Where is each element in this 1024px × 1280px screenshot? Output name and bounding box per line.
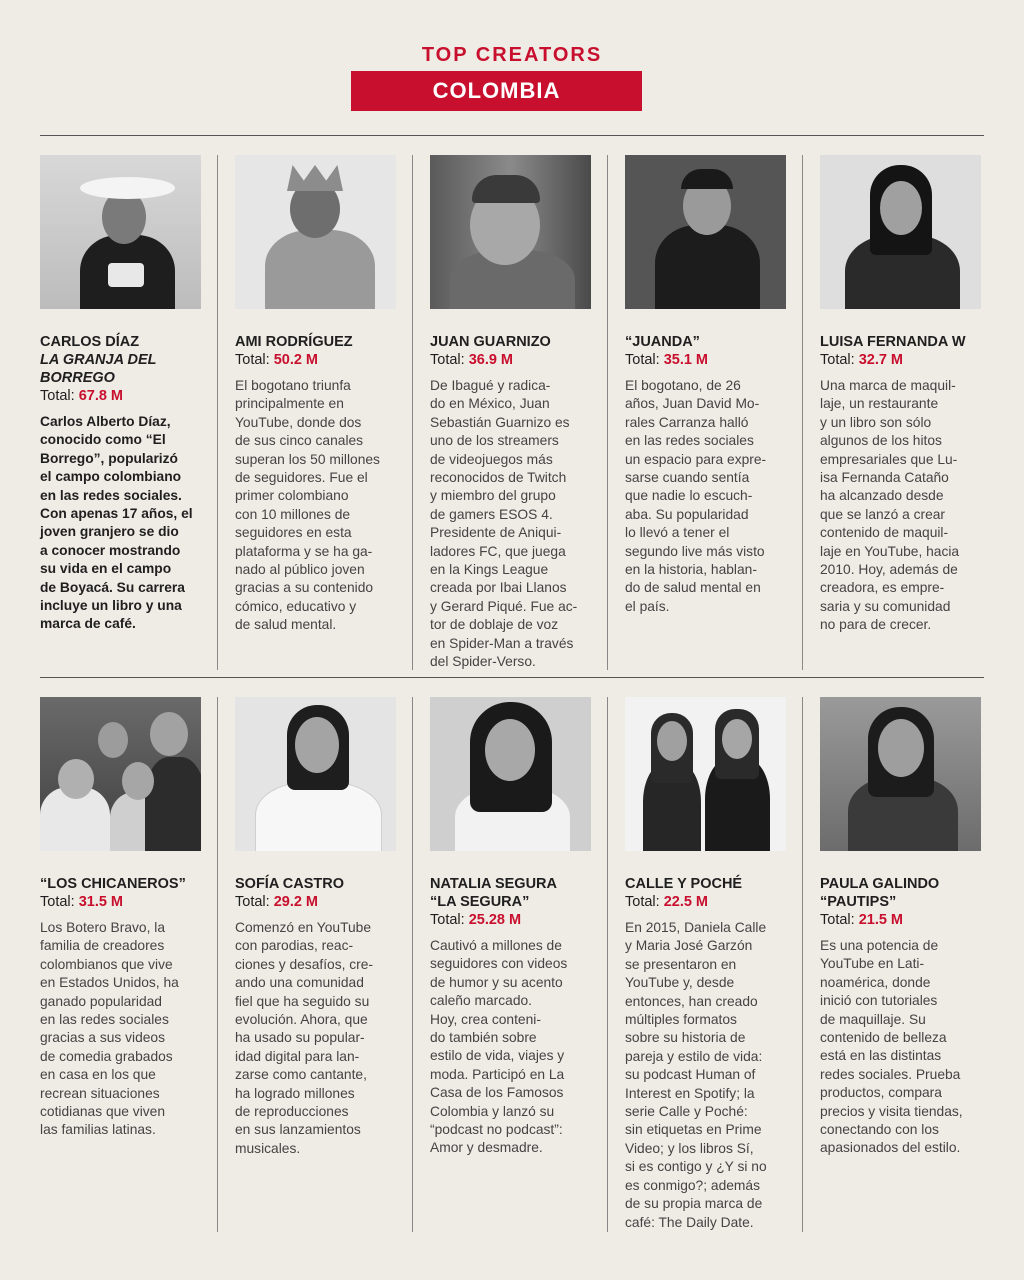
creator-name: LUISA FERNANDA W bbox=[820, 334, 966, 350]
creator-name: CALLE Y POCHÉ bbox=[625, 876, 743, 892]
creator-total: Total: 50.2 M bbox=[235, 352, 319, 368]
creator-alias: “PAUTIPS” bbox=[820, 894, 897, 910]
creator-description: El bogotano triunfa principalmente en YouTube, donde dos de sus cinco canales superan los 50 millones de seguidores. Fue el primer colombiano con 10 millones de seguidores en esta plataforma y se ha ga- nado al público joven gracias a su contenido cómico, educativo y de salud mental. bbox=[235, 378, 380, 633]
creator-card bbox=[820, 697, 981, 1232]
country-banner: COLOMBIA bbox=[351, 71, 642, 111]
creator-name: SOFÍA CASTRO bbox=[235, 876, 345, 892]
creator-photo bbox=[820, 697, 981, 851]
creator-card bbox=[235, 697, 396, 1232]
creator-total: Total: 36.9 M bbox=[430, 352, 514, 368]
creator-description: Carlos Alberto Díaz, conocido como “El Borrego”, popularizó el campo colombiano en las redes sociales. Con apenas 17 años, el joven granjero se dio a conocer mostrando su vida en el campo de Boyacá. Su carrera incluye un libro y una marca de café. bbox=[40, 414, 193, 632]
top-divider bbox=[40, 135, 984, 136]
creator-card bbox=[625, 697, 786, 1232]
creator-name: “LOS CHICANEROS” bbox=[40, 876, 186, 892]
creator-total: Total: 29.2 M bbox=[235, 894, 319, 910]
creator-description: Cautivó a millones de seguidores con videos de humor y su acento caleño marcado. Hoy, crea conteni- do también sobre estilo de vida, viajes y moda. Participó en La Casa de los Famosos Colombia y lanzó su “podcast no podcast”: Amor y desmadre. bbox=[430, 938, 568, 1156]
creator-card bbox=[40, 155, 201, 670]
creator-total: Total: 22.5 M bbox=[625, 894, 709, 910]
middle-divider bbox=[40, 677, 984, 678]
creator-name: JUAN GUARNIZO bbox=[430, 334, 551, 350]
creator-photo bbox=[40, 697, 201, 851]
creator-name: CARLOS DÍAZ bbox=[40, 334, 140, 350]
creator-card bbox=[430, 155, 591, 670]
creator-photo bbox=[430, 155, 591, 309]
creator-photo bbox=[235, 697, 396, 851]
creator-card bbox=[625, 155, 786, 670]
creator-total: Total: 67.8 M bbox=[40, 388, 124, 404]
creator-description: De Ibagué y radica- do en México, Juan Sebastián Guarnizo es uno de los streamers de videojuegos más reconocidos de Twitch y miembro del grupo de gamers ESOS 4. Presidente de Aniqui- ladores FC, que juega en la Kings League creada por Ibai Llanos y Gerard Piqué. Fue ac- tor de doblaje de voz en Spider-Man a través del Spider-Verso. bbox=[430, 378, 578, 670]
creator-name: “JUANDA” bbox=[625, 334, 700, 350]
creators-row-2 bbox=[40, 697, 984, 1232]
creator-description: Comenzó en YouTube con parodias, reac- ciones y desafíos, cre- ando una comunidad fiel que ha seguido su evolución. Ahora, que ha usado su popular- idad digital para lan- zarse como cantante, ha logrado millones de reproducciones en sus lanzamientos musicales. bbox=[235, 920, 374, 1156]
creator-photo bbox=[625, 155, 786, 309]
creator-photo bbox=[235, 155, 396, 309]
creator-card bbox=[235, 155, 396, 670]
creator-alias: “LA SEGURA” bbox=[430, 894, 530, 910]
creator-total: Total: 35.1 M bbox=[625, 352, 709, 368]
creator-description: Los Botero Bravo, la familia de creadores colombianos que vive en Estados Unidos, ha ganado popularidad en las redes sociales gracias a sus videos de comedia grabados en casa en los que recrean situaciones cotidianas que viven las familias latinas. bbox=[40, 920, 179, 1138]
creator-total: Total: 21.5 M bbox=[820, 912, 904, 928]
creator-alias: LA GRANJA DEL BORREGO bbox=[40, 352, 157, 386]
creator-card bbox=[820, 155, 981, 670]
creator-photo bbox=[820, 155, 981, 309]
creator-name: PAULA GALINDO bbox=[820, 876, 940, 892]
creator-name: AMI RODRÍGUEZ bbox=[235, 334, 353, 350]
creator-description: En 2015, Daniela Calle y Maria José Garzón se presentaron en YouTube y, desde entonces, han creado múltiples formatos sobre su historia de pareja y estilo de vida: su podcast Human of Interest en Spotify; la serie Calle y Poché: sin etiquetas en Prime Video; y los libros Sí, si es contigo y ¿Y si no es conmigo?; además de su propia marca de café: The Daily Date. bbox=[625, 920, 767, 1230]
creator-description: Una marca de maquil- laje, un restaurante y un libro son sólo algunos de los hitos empresariales que Lu- isa Fernanda Cataño ha alcanzado desde que se lanzó a crear contenido de maquil- laje en YouTube, hacia 2010. Hoy, además de creadora, es empre- saria y su comunidad no para de crecer. bbox=[820, 378, 960, 633]
creator-total: Total: 25.28 M bbox=[430, 912, 522, 928]
creators-row-1 bbox=[40, 155, 984, 670]
creator-photo bbox=[40, 155, 201, 309]
creator-description: El bogotano, de 26 años, Juan David Mo- rales Carranza halló en las redes sociales un espacio para expre- sarse cuando sentía que nadie lo escuch- aba. Su popularidad lo llevó a tener el segundo live más visto en la historia, hablan- do de salud mental en el país. bbox=[625, 378, 767, 614]
creator-photo bbox=[430, 697, 591, 851]
header-kicker: TOP CREATORS bbox=[421, 44, 603, 66]
creator-total: Total: 32.7 M bbox=[820, 352, 904, 368]
creator-card bbox=[40, 697, 201, 1232]
creator-photo bbox=[625, 697, 786, 851]
creator-description: Es una potencia de YouTube en Lati- noamérica, donde inició con tutoriales de maquillaje. Su contenido de belleza está en las distintas redes sociales. Prueba productos, compara precios y visita tiendas, conectando con los apasionados del estilo. bbox=[820, 938, 963, 1156]
creator-total: Total: 31.5 M bbox=[40, 894, 124, 910]
creator-card bbox=[430, 697, 591, 1232]
creator-name: NATALIA SEGURA bbox=[430, 876, 558, 892]
